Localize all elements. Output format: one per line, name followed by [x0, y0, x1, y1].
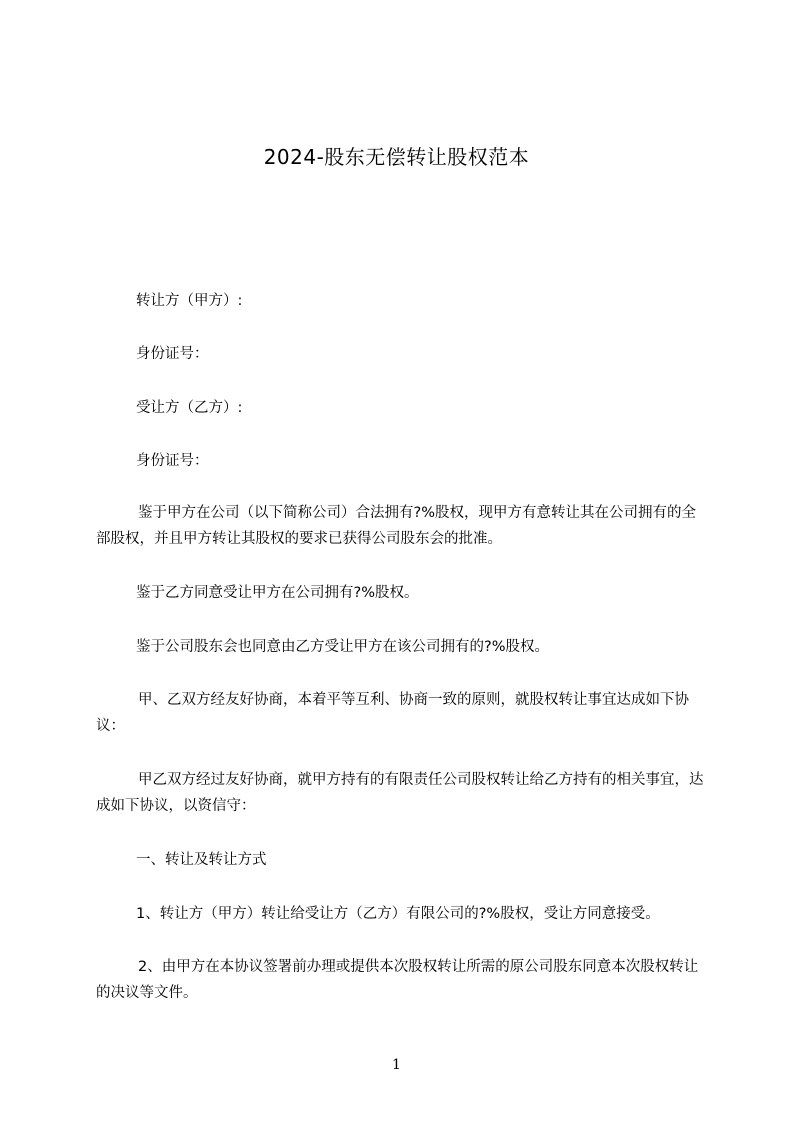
transferee-id-label: 身份证号： — [136, 453, 209, 469]
section-heading-transfer: 一、转让及转让方式 — [136, 852, 267, 868]
recital-paragraph-1: 鉴于甲方在公司（以下简称公司）合法拥有?%股权，现甲方有意转让其在公司拥有的全部股权，并且甲方转让其股权的要求已获得公司股东会的批准。 — [96, 505, 696, 547]
agreement-intro-paragraph: 甲乙双方经过友好协商，就甲方持有的有限责任公司股权转让给乙方持有的相关事宜，达成如下协议，以资信守： — [96, 772, 704, 814]
recital-paragraph-3: 鉴于公司股东会也同意由乙方受让甲方在该公司拥有的?%股权。 — [136, 639, 549, 655]
transferor-id-label: 身份证号： — [136, 346, 209, 362]
recital-paragraph-2: 鉴于乙方同意受让甲方在公司拥有?%股权。 — [136, 585, 419, 601]
transferee-label: 受让方（乙方）: — [136, 400, 243, 416]
page-number: 1 — [392, 1057, 401, 1073]
transferor-label: 转让方（甲方）: — [136, 293, 243, 309]
clause-1: 1、转让方（甲方）转让给受让方（乙方）有限公司的?%股权，受让方同意接受。 — [136, 906, 660, 922]
negotiation-paragraph: 甲、乙双方经友好协商，本着平等互利、协商一致的原则，就股权转让事宜达成如下协议： — [96, 692, 689, 734]
document-title: 2024-股东无偿转让股权范本 — [263, 145, 530, 169]
clause-2: 2、由甲方在本协议签署前办理或提供本次股权转让所需的原公司股东同意本次股权转让的决议等文件。 — [96, 959, 699, 1001]
